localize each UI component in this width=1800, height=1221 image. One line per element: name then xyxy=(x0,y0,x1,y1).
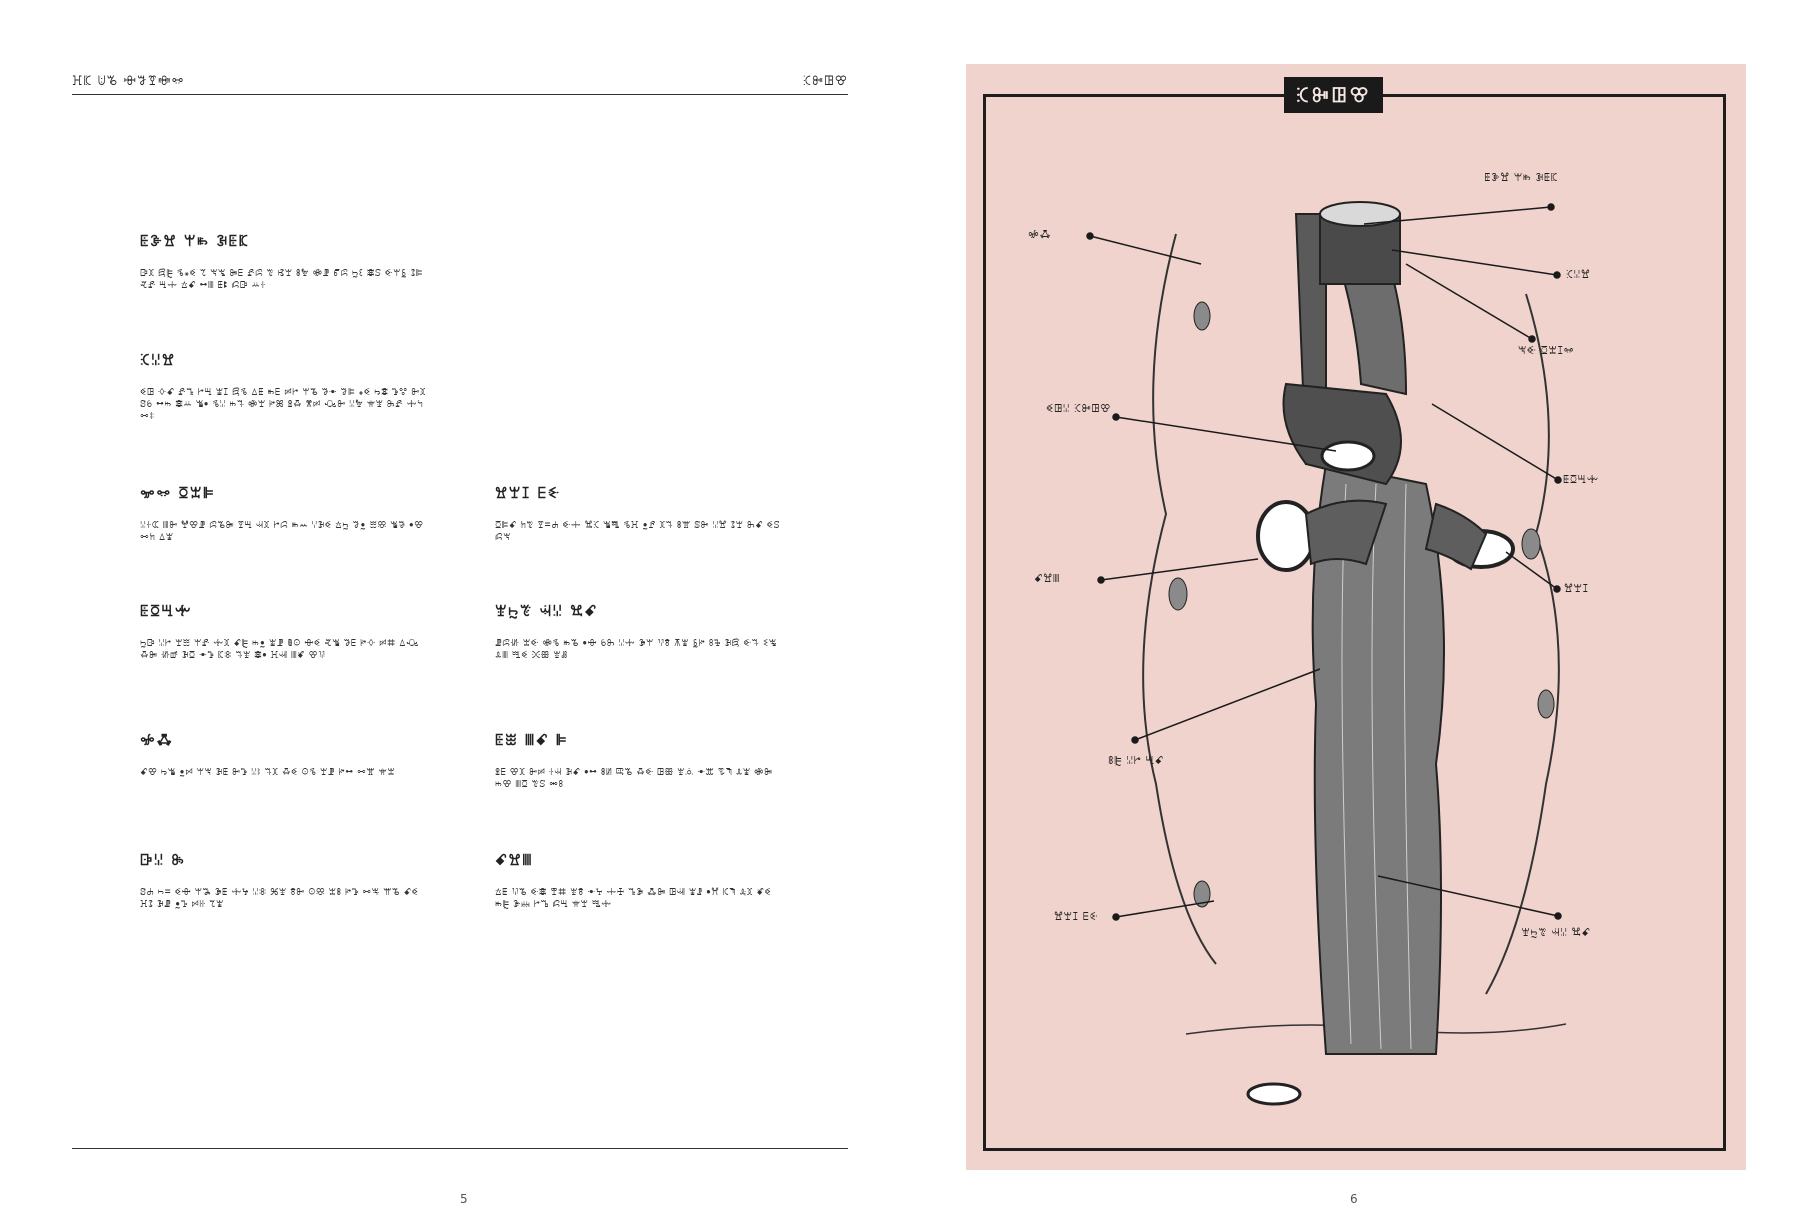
section-heading: ꖏꘃꕯ ꗋꗩ xyxy=(495,484,561,502)
section-8 xyxy=(495,731,785,791)
section-body: ꕒꘉ ꗛꕟ ꕦ꘎ꔽ ꕎ ꖙꖚ ꔼꗋ ꗖꕸ ꔴ ꕙꘃ ꗚꖠ ꗂꗘ ꔿꕸ ꖩꘓ ꗶꕶ ꔾꕚꗐ ꕘꕞ ꕩꗖ ꖇꗻ ꕖꗃ ꕹꘈ ꗍꔪ ꗲꕒ ꕁꖌ xyxy=(140,268,423,291)
tube-opening xyxy=(1322,442,1374,470)
section-9 xyxy=(140,851,430,911)
section-body: ꔽꖸ ꕻꗃ ꗖꕏ ꔵꖇ ꘅꕯ ꗛꕦ ꕔꗍ ꖰꗋ ꗰꔵ ꕚꘋ ꖃꔹ ꗌꕞ ꘎ꔽ ꖫꗵ ꕲꖜ ꔻꘉ ꗟꕃ ꕹꖪ ꗶꕁ ꘊꔷ ꕦꗹ ꖱꕐ ꗂꘃ ꔶꕤ ꖵꗇ ꕨꗰ ꘐꔻ ꗹꖠ ꕍꘄ ꖞꗖ ꔺꕪ ꗬꖋ xyxy=(140,387,427,422)
page-number: 5 xyxy=(460,1192,468,1206)
section-6 xyxy=(495,602,785,662)
label-right-1: ꕿꗹꖏ xyxy=(1566,268,1591,281)
running-head xyxy=(72,74,848,95)
section-body: ꖩꕒ ꗹꔵ ꘃꖿ ꕚꗖ ꔺꘉ ꗃꕟ ꖱꔸ ꘅꗘ ꕇꖴ ꗳꔽ ꕩꘊ ꖃꗋ ꔶꕻ ꗰꖛ ꕔꘐ ꗇꔼ ꖧꕡ ꘂꗞ ꔹꕲ ꗫꖊ ꕐꘄ ꗶꔷ ꖾꕝ ꘈꗄ ꕢꖭ xyxy=(140,638,420,661)
section-body: ꗃꕢ ꖫꘊ ꔸꗯ ꕚꖙ ꘂꗍ ꔻꕲ ꗹꖎ ꕐꘉ ꗇꔽ ꖴꕦ ꘃꗘ ꔶꕹ ꗬꖂ ꕍꘇ xyxy=(140,767,396,778)
section-heading: ꗍꗞꖇꔺ xyxy=(140,602,193,620)
section-heading: ꗃꖏꘈ xyxy=(495,851,534,869)
label-base-right: ꘄꖩꔴ ꕜꗹ ꖐꗃ xyxy=(1521,926,1591,939)
label-right-4: ꖏꘃꕯ xyxy=(1564,582,1589,595)
section-body: ꖵꗋ ꕢꘉ ꔻꗰ ꖌꕜ ꘂꗃ ꔷꕹ ꗚꖦ ꕓꘋ ꗇꔾ ꖸꕥ ꘄꗝ ꔹꕭ ꗧꖑ ꕊꘆ ꗂꔼ ꖱꕢ ꘈꗞ ꔴꕶ ꗮꖉ xyxy=(495,767,773,790)
section-intro xyxy=(140,232,430,292)
section-2 xyxy=(140,351,430,423)
running-head-title: ꖾꗫ ꖹꘋ ꗳꗌꗑꗴꗭ xyxy=(72,74,185,89)
section-heading: ꖣꗈ xyxy=(140,731,174,749)
section-3 xyxy=(140,484,430,544)
section-heading: ꘄꖩꔴ ꕜꗹ ꖐꗃ xyxy=(495,602,598,620)
section-body: ꗟꕈ ꖨꘌ ꔽꗳ ꕚꖓ ꘁꗍ ꔺꕵ ꗹꖊ ꕑꘄ ꗉꔻ ꖴꕣ ꘇꗚ ꔶꕲ ꗬꖕ ꕌꘋ ꗃꔽ ꖾꕘ ꘂꗙ ꔸꕱ ꗯꖍ ꕎꘆ xyxy=(140,887,419,910)
label-right-2: ꖙꔾ ꗞꘇꕯꗭ xyxy=(1517,344,1575,357)
section-body: ꗙꕸꖧ ꘇꔾ ꗂꕦ ꖰꘋ ꔷꗳ ꕃꖝ ꗹꔺ ꘁꕚ ꖬꗉ ꕧꘆ ꗐꔶ ꖉꕳ ꘂꗛ ꔾꕐ ꗨꖖ ꕊꘈ ꗅꔽ ꖻꕥ ꘄꗡ xyxy=(495,638,777,661)
section-heading: ꗍꘀꖏ ꕚꖳ ꘂꗍꗫ xyxy=(140,232,250,250)
label-left-lower: ꗃꖏꘈ xyxy=(1034,572,1061,585)
section-heading: ꕿꗹꖏ xyxy=(140,351,176,369)
section-4 xyxy=(495,484,785,544)
right-page xyxy=(900,0,1800,1221)
section-body: ꗹꖌꕆ ꘈꔻ ꖡꕢꗘ ꕸꘋꔼ ꗑꖇ ꕜꘉ ꔵꗱ ꖲꕀ ꗷꘂꔽ ꕖꖩ ꗌꔸ ꖿꕣ ꘊꗎ ꔷꕢ ꗬꖷ ꕔꘆ xyxy=(140,520,424,543)
label-right-3: ꗍꗞꖇꔺ xyxy=(1563,473,1599,486)
section-heading: ꗍꖿ ꘈꗃ ꕞ xyxy=(495,731,569,749)
section-10 xyxy=(495,851,785,911)
plate-title: ꕿꔻꖸꕢ xyxy=(1284,77,1383,113)
label-base-left: ꖏꘃꕯ ꗋꗩ xyxy=(1054,910,1099,923)
cut-ring xyxy=(1248,1084,1300,1104)
section-body: ꕖꗍ ꖭꘋ ꔾꗶ ꕛꖛ ꘄꗉ ꔹꕴ ꗻꖅ ꕏꘁ ꗈꔼ ꖸꕝ ꘆꗗ ꔷꕮ ꗪꖑ ꕋꘉ ꗄꔽ ꖰꕟ ꘀꗜ ꔵꕰ ꗲꖇ ꕍꘃ ꗆꔺ xyxy=(495,887,772,910)
label-bottom-left: ꗚꕟ ꗹꔵ ꖇꗃ xyxy=(1108,754,1164,767)
label-top-right: ꗍꘀꖏ ꕚꖳ ꘂꗍꗫ xyxy=(1484,171,1558,184)
running-head-chapter: ꕿꔻꖸꕢ xyxy=(802,74,848,89)
tube-opening xyxy=(1258,502,1314,570)
label-upper-left: ꖣꗈ xyxy=(1028,228,1052,241)
anatomy-plate xyxy=(966,64,1746,1170)
section-5 xyxy=(140,602,430,662)
section-7 xyxy=(140,731,430,779)
section-heading: ꕒꗹ ꖞ xyxy=(140,851,186,869)
section-heading: ꗁꗭ ꗞꘇꕞ xyxy=(140,484,216,502)
section-body: ꗞꕞꗃ ꖷꔴ ꗑꘌꕈ ꔾꗻ ꖐꕿ ꘊꗀ ꕦꖾ ꔸꗓ ꘉꕐ ꗚꖂ ꕷꔻ ꗹꖏ ꕘꘃ ꖝꗃ ꔽꕶ ꗲꖙ xyxy=(495,520,781,543)
page-number: 6 xyxy=(1350,1192,1358,1206)
label-left-middle: ꔽꖸꗹ ꕿꔻꖸꕢ xyxy=(1046,402,1111,415)
bottom-rule xyxy=(72,1148,848,1149)
lymph-chain-right xyxy=(1486,294,1559,994)
